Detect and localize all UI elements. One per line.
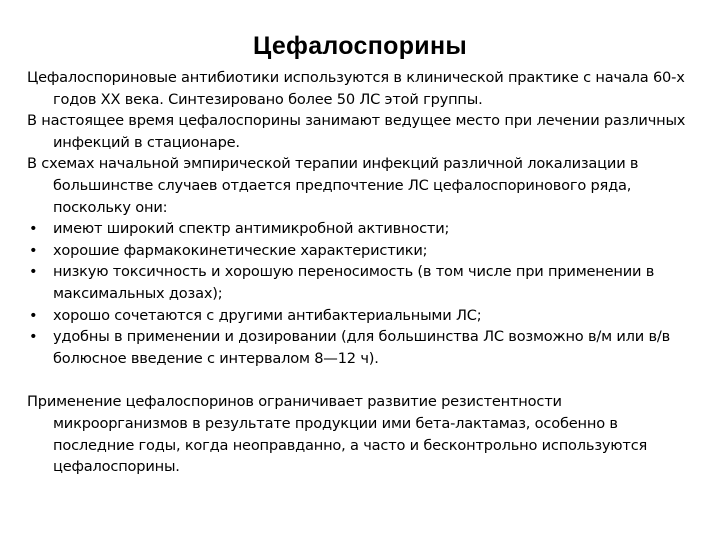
slide-body xyxy=(27,67,699,478)
bullet-item xyxy=(27,261,699,304)
paragraph-resistance: Применение цефалоспоринов ограничивает развитие резистентности микроорганизмов в результате продукции ими бета-лактамаз, особенно в последние годы, когда неоправданно, а часто и бесконтрольно используются цефалоспорины. xyxy=(27,393,648,476)
bullet-icon: • xyxy=(29,263,38,281)
bullet-item xyxy=(27,326,699,369)
bullet-text: хорошие фармакокинетические характеристики; xyxy=(53,241,428,259)
bullet-icon: • xyxy=(29,328,38,346)
bullet-item xyxy=(27,218,699,240)
bullet-icon: • xyxy=(29,241,38,259)
paragraph-empirical-therapy: В схемах начальной эмпирической терапии инфекций различной локализации в большинстве случаев отдается предпочтение ЛС цефалоспоринового ряда, поскольку они: xyxy=(27,155,639,216)
bullet-text: удобны в применении и дозировании (для большинства ЛС возможно в/м или в/в болюсное введение с интервалом 8—12 ч). xyxy=(53,328,670,367)
paragraph-current-role: В настоящее время цефалоспорины занимают ведущее место при лечении различных инфекций в стационаре. xyxy=(27,112,686,151)
paragraph-history: Цефалоспориновые антибиотики используются в клинической практике с начала 60-х годов XX века. Синтезировано более 50 ЛС этой группы. xyxy=(27,69,685,108)
bullet-text: хорошо сочетаются с другими антибактериальными ЛС; xyxy=(53,306,482,324)
bullet-item xyxy=(27,240,699,262)
bullet-text: имеют широкий спектр антимикробной активности; xyxy=(53,220,450,238)
spacer xyxy=(27,369,699,391)
bullet-text: низкую токсичность и хорошую переносимость (в том числе при применении в максимальных дозах); xyxy=(53,263,655,302)
bullet-icon: • xyxy=(29,306,38,324)
slide-title: Цефалоспорины xyxy=(252,32,467,60)
bullet-icon: • xyxy=(29,220,38,238)
bullet-item xyxy=(27,305,699,327)
